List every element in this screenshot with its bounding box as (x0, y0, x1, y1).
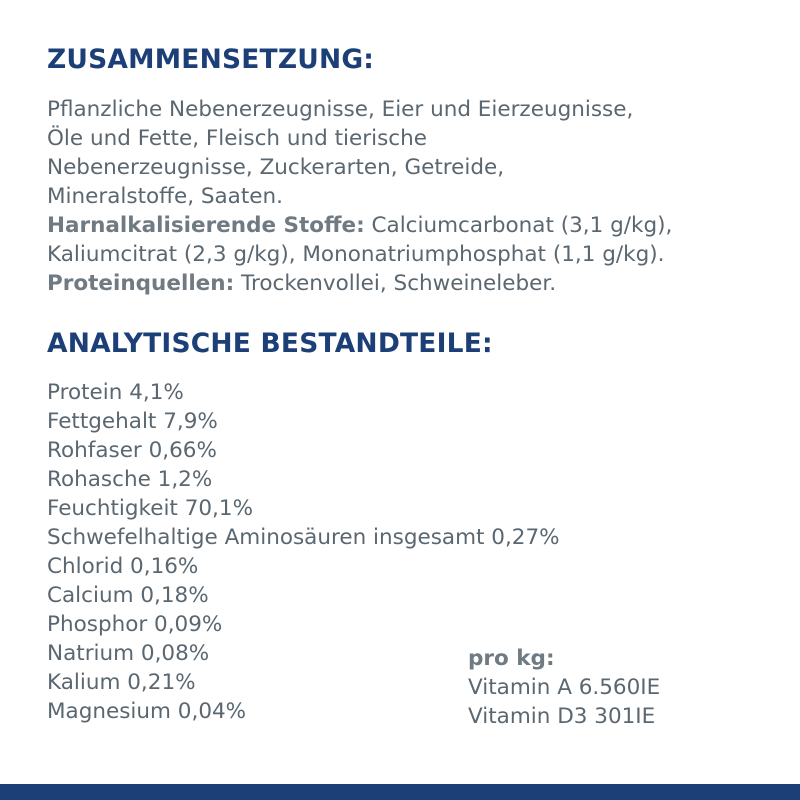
protein-sources-line (47, 269, 787, 298)
analysis-heading: ANALYTISCHE BESTANDTEILE: (47, 328, 493, 359)
per-kg-label: pro kg: (468, 646, 555, 671)
analysis-item-phosphorus: Phosphor 0,09% (47, 612, 223, 637)
vitamin-d3-item: Vitamin D3 301IE (468, 704, 656, 729)
analysis-item-magnesium: Magnesium 0,04% (47, 699, 247, 724)
protein-sources-text: Trockenvollei, Schweineleber. (234, 271, 557, 296)
composition-heading: ZUSAMMENSETZUNG: (47, 44, 375, 75)
analysis-item-moisture: Feuchtigkeit 70,1% (47, 496, 253, 521)
analysis-item-sulfur-amino-acids: Schwefelhaltige Aminosäuren insgesamt 0,27% (47, 525, 560, 550)
analysis-item-potassium: Kalium 0,21% (47, 670, 196, 695)
protein-sources-label: Proteinquellen: (47, 271, 235, 296)
analysis-item-calcium: Calcium 0,18% (47, 583, 209, 608)
vitamin-a-item: Vitamin A 6.560IE (468, 675, 661, 700)
analysis-item-sodium: Natrium 0,08% (47, 641, 210, 666)
composition-section (47, 95, 787, 298)
vitamins-list (468, 644, 660, 731)
analysis-item-protein: Protein 4,1% (47, 380, 184, 405)
composition-line: Öle und Fette, Fleisch und tierische (47, 126, 427, 151)
urine-alkalizing-line-2: Kaliumcitrat (2,3 g/kg), Mononatriumphosphat (1,1 g/kg). (47, 242, 665, 267)
analysis-item-ash: Rohasche 1,2% (47, 467, 213, 492)
urine-alkalizing-line (47, 211, 787, 240)
composition-line: Nebenerzeugnisse, Zuckerarten, Getreide, (47, 155, 505, 180)
composition-line: Mineralstoffe, Saaten. (47, 184, 283, 209)
analysis-item-chloride: Chlorid 0,16% (47, 554, 199, 579)
analysis-item-fat: Fettgehalt 7,9% (47, 409, 218, 434)
analysis-item-fibre: Rohfaser 0,66% (47, 438, 217, 463)
urine-alkalizing-text: Calciumcarbonat (3,1 g/kg), (364, 213, 673, 238)
composition-line: Pflanzliche Nebenerzeugnisse, Eier und Eierzeugnisse, (47, 97, 634, 122)
urine-alkalizing-label: Harnalkalisierende Stoffe: (47, 213, 365, 238)
bottom-brand-bar (0, 784, 800, 800)
